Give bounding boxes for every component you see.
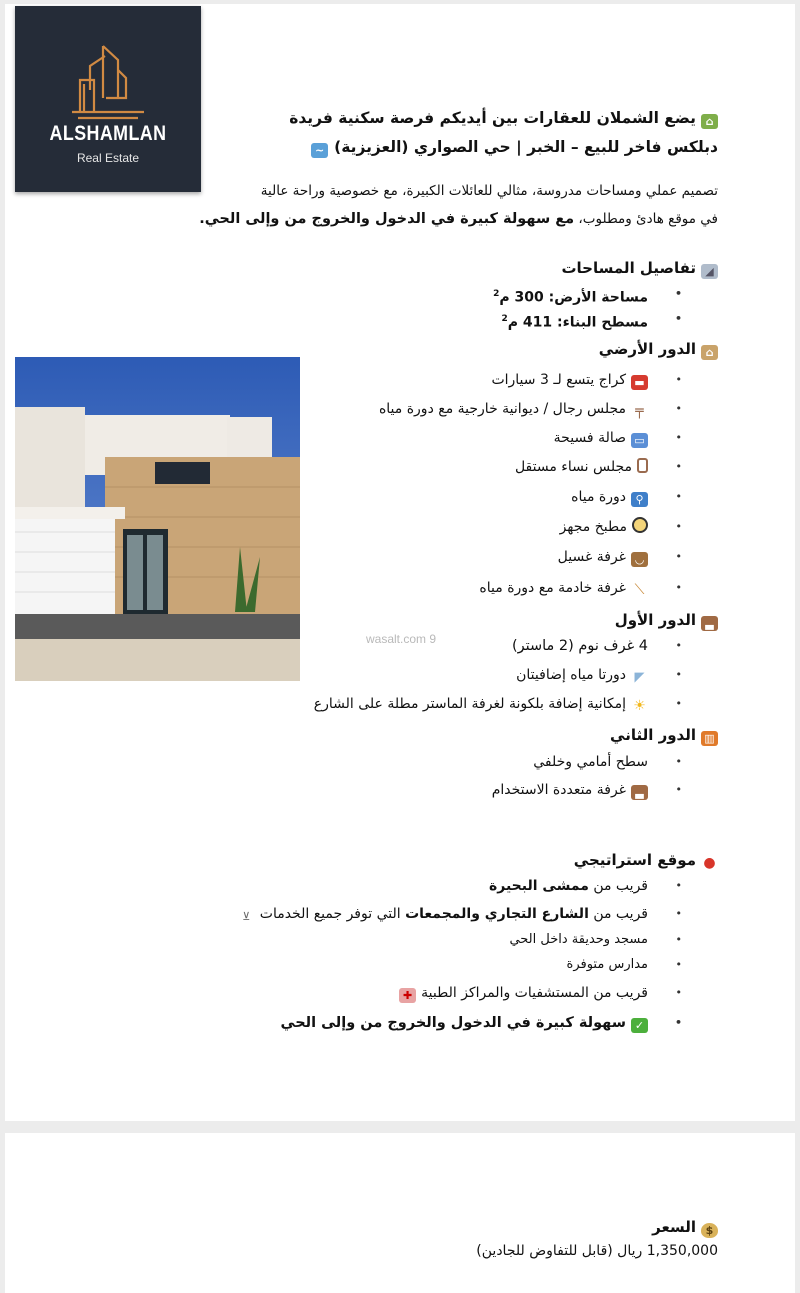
chair-icon: ╤ (631, 404, 648, 419)
intro-subheadline (311, 137, 718, 158)
item-text: صالة فسيحة (553, 430, 626, 446)
list-item (238, 904, 648, 924)
item-text: سهولة كبيرة في الدخول والخروج من وإلى الحي (280, 1015, 626, 1031)
triangle-ruler-icon: ◢ (701, 264, 718, 279)
second-floor-heading (610, 725, 718, 746)
list-item: سطح أمامي وخلفي • (533, 752, 648, 772)
alshamlan-logo (15, 6, 201, 192)
watermark: wasalt.com 9 (366, 632, 437, 646)
duplex-facade-image (15, 357, 300, 681)
para-bold: مع سهولة كبيرة في الدخول والخروج من وإلى الحي. (199, 211, 575, 227)
list-item (379, 399, 648, 419)
ground-floor-title: الدور الأرضي (598, 340, 696, 358)
area-value: 300 م (499, 289, 544, 306)
price-page (5, 1133, 795, 1293)
intro-headline (289, 108, 718, 129)
intro-paragraph-line2 (199, 209, 718, 229)
list-item (479, 578, 648, 598)
areas-heading (561, 258, 718, 279)
list-item (281, 1013, 648, 1033)
item-text: دورة مياه (571, 489, 626, 505)
list-item (399, 983, 648, 1003)
item-text: غرفة خادمة مع دورة مياه (479, 580, 626, 596)
list-item (492, 780, 648, 800)
sun-cloud-icon: ☀ (631, 699, 648, 714)
door-icon (637, 458, 648, 473)
list-item (515, 457, 648, 477)
item-text: قريب من (588, 878, 648, 894)
intro-paragraph-line1: تصميم عملي ومساحات مدروسة، مثالي للعائلات الكبيرة، مع خصوصية وراحة عالية (260, 183, 718, 199)
wave-icon: ~ (311, 143, 328, 158)
area-label: مسطح البناء: (556, 314, 648, 331)
item-text: مجلس نساء مستقل (514, 459, 632, 475)
bed-icon: ▃ (631, 785, 648, 800)
intro-line2: دبلكس فاخر للبيع – الخبر | حي الصواري (العزيزية) (334, 138, 718, 156)
area-value: 411 م (507, 314, 553, 331)
money-bag-icon: $ (701, 1223, 718, 1238)
item-text: كراج يتسع لـ 3 سيارات (491, 372, 626, 388)
shower-icon: ◤ (631, 670, 648, 685)
price-value: 1,350,000 ريال (قابل للتفاوض للجادين) (476, 1243, 718, 1259)
first-floor-title: الدور الأول (614, 611, 696, 629)
second-floor-title: الدور الثاني (610, 726, 696, 744)
city-sunset-icon: ▥ (701, 731, 718, 746)
ground-floor-heading (599, 339, 718, 360)
check-mark-icon: ✓ (631, 1018, 648, 1033)
area-land (493, 284, 648, 308)
item-text: إمكانية إضافة بلكونة لغرفة الماستر مطلة على الشارع (313, 696, 626, 712)
pin-icon: ● (701, 856, 718, 871)
item-text: غرفة متعددة الاستخدام (491, 782, 626, 798)
area-label: مساحة الأرض: (548, 289, 648, 306)
building-logo-icon (70, 40, 146, 120)
shopping-cart-icon: ⊻ (238, 909, 255, 924)
restroom-icon: ⚲ (631, 492, 648, 507)
list-item: 4 غرف نوم (2 ماستر) • (512, 636, 648, 656)
frying-pan-icon (632, 517, 648, 533)
list-item (554, 428, 648, 448)
location-heading (574, 850, 718, 871)
bed-icon: ▃ (701, 616, 718, 631)
house-tree-icon: ⌂ (701, 114, 718, 129)
house-icon: ⌂ (701, 345, 718, 360)
car-icon: ▬ (631, 375, 648, 390)
areas-title: تفاصيل المساحات (561, 259, 696, 277)
item-text: مطبخ مجهز (559, 519, 627, 535)
list-item (489, 876, 648, 896)
list-item: مسجد وحديقة داخل الحي • (509, 930, 648, 950)
list-item: مدارس متوفرة • (567, 955, 648, 975)
price-title: السعر (652, 1218, 696, 1236)
list-item (560, 517, 648, 537)
area-unit: 2 (501, 314, 508, 324)
logo-subtitle: Real Estate (76, 151, 140, 165)
hospital-icon: ✚ (399, 988, 416, 1003)
area-unit: 2 (493, 289, 500, 299)
property-photo (15, 357, 300, 681)
price-heading (652, 1217, 718, 1238)
list-item (558, 547, 648, 567)
basket-icon: ◡ (631, 552, 648, 567)
item-text: التي توفر جميع الخدمات (259, 906, 406, 922)
intro-line1: يضع الشملان للعقارات بين أيديكم فرصة سكنية فريدة (289, 109, 696, 127)
item-text: غرفة غسيل (557, 549, 626, 565)
item-text: مجلس رجال / ديوانية خارجية مع دورة مياه (378, 401, 626, 417)
item-text: دورتا مياه إضافيتان (516, 667, 626, 683)
location-title: موقع استراتيجي (573, 851, 696, 869)
list-item (314, 694, 648, 714)
area-building (501, 309, 648, 333)
list-item (491, 370, 648, 390)
list-item (571, 487, 648, 507)
item-text: قريب من (588, 906, 648, 922)
item-bold: الشارع التجاري والمجمعات (405, 906, 589, 922)
broom-icon: ⟋ (631, 583, 648, 598)
logo-brand-text: ALSHAMLAN (49, 122, 167, 145)
first-floor-heading (615, 610, 718, 631)
couch-icon: ▭ (631, 433, 648, 448)
para-normal: في موقع هادئ ومطلوب، (574, 211, 718, 227)
item-text: قريب من المستشفيات والمراكز الطبية (421, 985, 648, 1001)
item-bold: ممشى البحيرة (488, 878, 589, 894)
list-item (516, 665, 648, 685)
